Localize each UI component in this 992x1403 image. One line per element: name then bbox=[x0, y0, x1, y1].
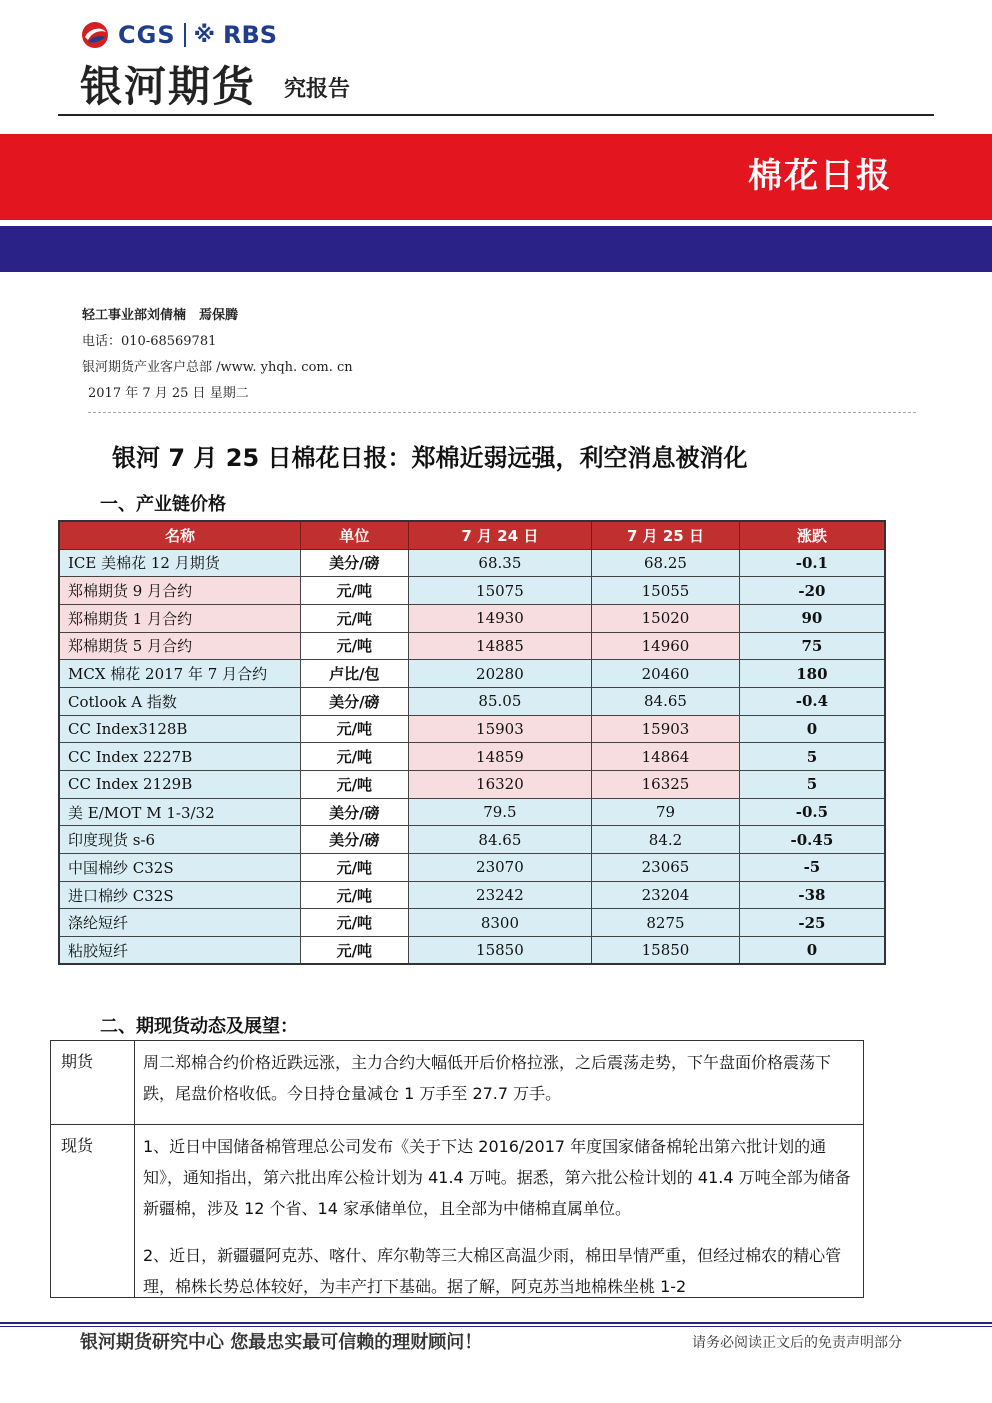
row-unit: 美分/磅 bbox=[300, 687, 408, 715]
row-change: -0.1 bbox=[739, 549, 885, 577]
row-name: CC Index3128B bbox=[59, 715, 300, 743]
row-value-jul25: 8275 bbox=[592, 909, 740, 937]
brand-name: 银河期货 bbox=[80, 62, 257, 111]
rbs-mark-icon: ※ bbox=[193, 22, 215, 48]
row-value-jul25: 84.65 bbox=[592, 687, 740, 715]
row-unit: 元/吨 bbox=[300, 743, 408, 771]
table-row bbox=[59, 743, 885, 771]
row-value-jul24: 85.05 bbox=[408, 687, 592, 715]
row-unit: 元/吨 bbox=[300, 715, 408, 743]
table-row bbox=[59, 881, 885, 909]
row-change: 5 bbox=[739, 771, 885, 799]
phone-line: 电话：010-68569781 bbox=[82, 334, 217, 349]
table-row bbox=[59, 549, 885, 577]
row-name: 郑棉期货 5 月合约 bbox=[59, 632, 300, 660]
row-name: 中国棉纱 C32S bbox=[59, 854, 300, 882]
row-name: 粘胶短纤 bbox=[59, 937, 300, 965]
column-header: 名称 bbox=[59, 521, 300, 549]
row-value-jul25: 14864 bbox=[592, 743, 740, 771]
futures-label: 期货 bbox=[51, 1041, 135, 1124]
row-name: CC Index 2129B bbox=[59, 771, 300, 799]
row-change: 75 bbox=[739, 632, 885, 660]
row-value-jul25: 16325 bbox=[592, 771, 740, 799]
row-value-jul25: 14960 bbox=[592, 632, 740, 660]
table-row bbox=[59, 937, 885, 965]
row-change: -5 bbox=[739, 854, 885, 882]
column-header: 7 月 25 日 bbox=[592, 521, 740, 549]
row-unit: 元/吨 bbox=[300, 632, 408, 660]
document-title: 银河 7 月 25 日棉花日报：郑棉近弱远强，利空消息被消化 bbox=[112, 444, 748, 472]
row-value-jul25: 84.2 bbox=[592, 826, 740, 854]
spot-text bbox=[135, 1125, 863, 1298]
row-name: 进口棉纱 C32S bbox=[59, 881, 300, 909]
logo-cgs-text: CGS bbox=[118, 21, 176, 49]
outlook-row-futures bbox=[51, 1041, 863, 1125]
row-unit: 元/吨 bbox=[300, 881, 408, 909]
futures-paragraph: 周二郑棉合约价格近跌远涨，主力合约大幅低开后价格拉涨，之后震荡走势，下午盘面价格震荡下跌，尾盘价格收低。今日持仓量减仓 1 万手至 27.7 万手。 bbox=[143, 1053, 832, 1103]
row-change: -20 bbox=[739, 577, 885, 605]
column-header: 单位 bbox=[300, 521, 408, 549]
logo-rbs-text: RBS bbox=[223, 21, 278, 49]
row-name: 涤纶短纤 bbox=[59, 909, 300, 937]
navy-band bbox=[0, 226, 992, 272]
footer-slogan: 银河期货研究中心 您最忠实最可信赖的理财顾问！ bbox=[80, 1332, 483, 1353]
futures-text bbox=[135, 1041, 863, 1124]
section-title-outlook: 二、期现货动态及展望： bbox=[100, 1016, 298, 1037]
row-unit: 美分/磅 bbox=[300, 549, 408, 577]
footer-rule bbox=[0, 1322, 992, 1324]
footer-disclaimer-note: 请务必阅读正文后的免责声明部分 bbox=[692, 1335, 902, 1351]
table-row bbox=[59, 715, 885, 743]
company-logo bbox=[80, 20, 277, 50]
row-unit: 美分/磅 bbox=[300, 826, 408, 854]
cgs-swirl-logo-icon bbox=[80, 20, 110, 50]
row-value-jul24: 14930 bbox=[408, 604, 592, 632]
row-change: -0.5 bbox=[739, 798, 885, 826]
row-value-jul24: 84.65 bbox=[408, 826, 592, 854]
row-change: -0.4 bbox=[739, 687, 885, 715]
row-change: 0 bbox=[739, 715, 885, 743]
row-value-jul25: 15850 bbox=[592, 937, 740, 965]
row-name: 郑棉期货 1 月合约 bbox=[59, 604, 300, 632]
row-unit: 美分/磅 bbox=[300, 798, 408, 826]
outlook-table bbox=[50, 1040, 864, 1298]
column-header: 7 月 24 日 bbox=[408, 521, 592, 549]
row-name: 美 E/MOT M 1-3/32 bbox=[59, 798, 300, 826]
row-value-jul25: 79 bbox=[592, 798, 740, 826]
column-header: 涨跌 bbox=[739, 521, 885, 549]
row-value-jul25: 15020 bbox=[592, 604, 740, 632]
table-row bbox=[59, 632, 885, 660]
report-type-title: 棉花日报 bbox=[748, 156, 892, 196]
row-value-jul25: 23204 bbox=[592, 881, 740, 909]
row-unit: 元/吨 bbox=[300, 577, 408, 605]
row-value-jul24: 8300 bbox=[408, 909, 592, 937]
spot-label: 现货 bbox=[51, 1125, 135, 1298]
table-row bbox=[59, 771, 885, 799]
row-value-jul24: 15903 bbox=[408, 715, 592, 743]
row-value-jul24: 16320 bbox=[408, 771, 592, 799]
row-change: 180 bbox=[739, 660, 885, 688]
row-name: MCX 棉花 2017 年 7 月合约 bbox=[59, 660, 300, 688]
footer-rule-thin bbox=[0, 1326, 992, 1327]
table-row bbox=[59, 854, 885, 882]
row-value-jul24: 79.5 bbox=[408, 798, 592, 826]
row-value-jul25: 20460 bbox=[592, 660, 740, 688]
row-unit: 元/吨 bbox=[300, 909, 408, 937]
table-row bbox=[59, 604, 885, 632]
row-change: -38 bbox=[739, 881, 885, 909]
report-date: 2017 年 7 月 25 日 星期二 bbox=[88, 386, 249, 401]
row-unit: 元/吨 bbox=[300, 771, 408, 799]
table-row bbox=[59, 687, 885, 715]
website-line: 银河期货产业客户总部 /www. yhqh. com. cn bbox=[82, 360, 353, 375]
table-row bbox=[59, 660, 885, 688]
row-unit: 元/吨 bbox=[300, 604, 408, 632]
row-value-jul24: 15850 bbox=[408, 937, 592, 965]
row-change: 0 bbox=[739, 937, 885, 965]
row-change: 5 bbox=[739, 743, 885, 771]
row-value-jul24: 15075 bbox=[408, 577, 592, 605]
row-name: Cotlook A 指数 bbox=[59, 687, 300, 715]
table-header-row bbox=[59, 521, 885, 549]
spot-paragraph-2: 2、近日，新疆疆阿克苏、喀什、库尔勒等三大棉区高温少雨，棉田旱情严重，但经过棉农的精心管理，棉株长势总体较好，为丰产打下基础。据了解，阿克苏当地棉株坐桃 1-2 bbox=[143, 1246, 842, 1296]
dashed-divider bbox=[88, 412, 916, 413]
row-name: ICE 美棉花 12 月期货 bbox=[59, 549, 300, 577]
row-value-jul25: 15055 bbox=[592, 577, 740, 605]
row-value-jul24: 23070 bbox=[408, 854, 592, 882]
table-row bbox=[59, 577, 885, 605]
author-line: 轻工事业部刘倩楠 焉保腾 bbox=[82, 308, 239, 323]
row-name: 郑棉期货 9 月合约 bbox=[59, 577, 300, 605]
row-change: -25 bbox=[739, 909, 885, 937]
row-value-jul24: 14885 bbox=[408, 632, 592, 660]
price-table bbox=[58, 520, 886, 965]
logo-separator bbox=[184, 23, 186, 47]
row-unit: 元/吨 bbox=[300, 937, 408, 965]
outlook-row-spot bbox=[51, 1125, 863, 1298]
row-value-jul24: 20280 bbox=[408, 660, 592, 688]
section-title-prices: 一、产业链价格 bbox=[100, 494, 226, 515]
row-name: 印度现货 s-6 bbox=[59, 826, 300, 854]
row-name: CC Index 2227B bbox=[59, 743, 300, 771]
row-value-jul25: 23065 bbox=[592, 854, 740, 882]
spot-paragraph-1: 1、近日中国储备棉管理总公司发布《关于下达 2016/2017 年度国家储备棉轮出第六批计划的通知》，通知指出，第六批出库公检计划为 41.4 万吨。据悉，第六批公检计划的 41.4 万吨全部为储备新疆棉，涉及 12 个省、14 家承储单位，且全部为中储棉直属单位。 bbox=[143, 1137, 851, 1218]
row-value-jul24: 14859 bbox=[408, 743, 592, 771]
row-unit: 元/吨 bbox=[300, 854, 408, 882]
row-unit: 卢比/包 bbox=[300, 660, 408, 688]
row-change: 90 bbox=[739, 604, 885, 632]
table-row bbox=[59, 909, 885, 937]
row-change: -0.45 bbox=[739, 826, 885, 854]
table-row bbox=[59, 798, 885, 826]
row-value-jul24: 68.35 bbox=[408, 549, 592, 577]
row-value-jul25: 68.25 bbox=[592, 549, 740, 577]
row-value-jul25: 15903 bbox=[592, 715, 740, 743]
table-row bbox=[59, 826, 885, 854]
header-divider bbox=[58, 114, 934, 116]
brand-subtitle: 究报告 bbox=[284, 77, 351, 102]
row-value-jul24: 23242 bbox=[408, 881, 592, 909]
